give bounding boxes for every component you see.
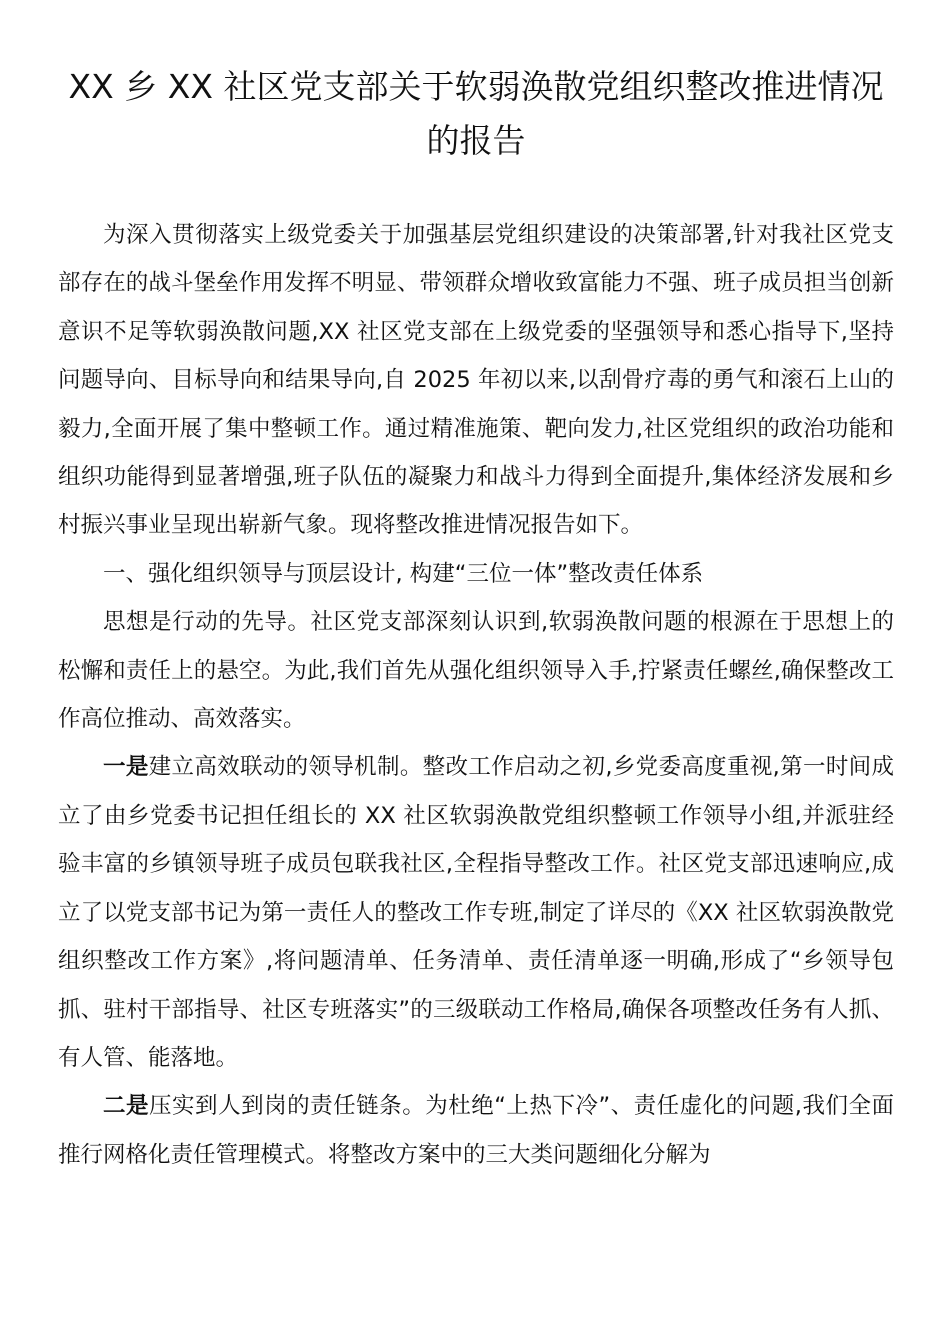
item-1-text: 建立高效联动的领导机制。整改工作启动之初,乡党委高度重视,第一时间成立了由乡党委书记担任组长的 XX 社区软弱涣散党组织整顿工作领导小组,并派驻经验丰富的乡镇领导班子成员包联我社区,全程指导整改工作。社区党支部迅速响应,成立了以党支部书记为第一责任人的整改工作专班,制定了详尽的《XX 社区软弱涣散党组织整改工作方案》,将问题清单、任务清单、责任清单逐一明确,形成了“乡领导包抓、驻村干部指导、社区专班落实”的三级联动工作格局,确保各项整改任务有人抓、有人管、能落地。: [58, 754, 894, 1071]
item-2-text: 压实到人到岗的责任链条。为杜绝“上热下冷”、责任虚化的问题,我们全面推行网格化责任管理模式。将整改方案中的三大类问题细化分解为: [58, 1093, 894, 1168]
item-1-paragraph: [58, 743, 894, 1082]
item-1-lead: 一是: [103, 754, 149, 781]
item-2-lead: 二是: [103, 1093, 150, 1120]
document-title: XX 乡 XX 社区党支部关于软弱涣散党组织整改推进情况的报告: [68, 67, 884, 160]
section-1-heading: 一、强化组织领导与顶层设计, 构建“三位一体”整改责任体系: [103, 560, 704, 587]
intro-paragraph: 为深入贯彻落实上级党委关于加强基层党组织建设的决策部署,针对我社区党支部存在的战斗堡垒作用发挥不明显、带领群众增收致富能力不强、班子成员担当创新意识不足等软弱涣散问题,XX 社区党支部在上级党委的坚强领导和悉心指导下,坚持问题导向、目标导向和结果导向,自 2025 年初以来,以刮骨疗毒的勇气和滚石上山的毅力,全面开展了集中整顿工作。通过精准施策、靶向发力,社区党组织的政治功能和组织功能得到显著增强,班子队伍的凝聚力和战斗力得到全面提升,集体经济发展和乡村振兴事业呈现出崭新气象。现将整改推进情况报告如下。: [58, 222, 894, 539]
section-1-intro-paragraph: 思想是行动的先导。社区党支部深刻认识到,软弱涣散问题的根源在于思想上的松懈和责任上的悬空。为此,我们首先从强化组织领导入手,拧紧责任螺丝,确保整改工作高位推动、高效落实。: [58, 609, 894, 733]
document-page: [58, 60, 894, 1179]
document-body: [58, 211, 894, 1179]
item-2-paragraph: [58, 1082, 894, 1179]
